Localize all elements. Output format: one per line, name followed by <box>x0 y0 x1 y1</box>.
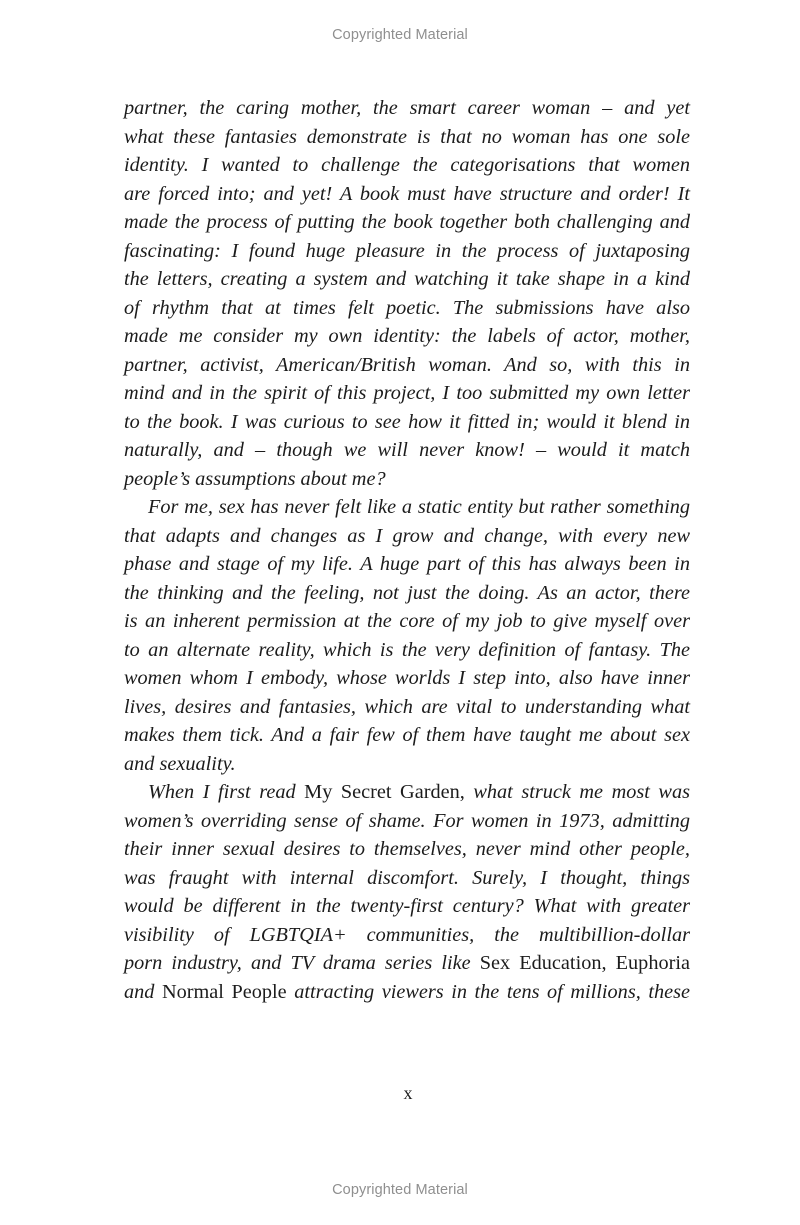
text-line: fascinating: I found huge pleasure in the process of juxtaposing <box>124 239 690 262</box>
text-line: partner, the caring mother, the smart career woman – and yet <box>124 97 690 119</box>
text-line: of rhythm that at times felt poetic. The submissions have also <box>124 296 690 319</box>
text-line: to the book. I was curious to see how it fitted in; would it blend in <box>124 410 690 433</box>
book-title: My Secret Garden, <box>304 781 465 803</box>
body-text <box>124 94 690 1006</box>
copyright-watermark-top: Copyrighted Material <box>332 27 468 43</box>
text-segment: attracting viewers in the tens of millions, these <box>294 980 690 1003</box>
text-line: visibility of LGBTQIA+ communities, the multibillion-dollar <box>124 923 690 946</box>
text-line: would be different in the twenty-first century? What with greater <box>124 895 690 917</box>
text-segment: When I first read <box>148 781 296 803</box>
text-line: that adapts and changes as I grow and change, with every new <box>124 524 690 547</box>
text-segment: what struck me most was <box>473 781 690 803</box>
text-line: to an alternate reality, which is the very definition of fantasy. The <box>124 638 690 661</box>
page-number: x <box>403 1083 413 1103</box>
text-line: what these fantasies demonstrate is that no woman has one sole <box>124 125 690 148</box>
text-segment: and <box>124 980 155 1003</box>
text-line <box>124 949 690 978</box>
text-line: naturally, and – though we will never know! – would it match <box>124 439 690 461</box>
text-line <box>124 978 690 1007</box>
show-titles: Sex Education, Euphoria <box>479 952 690 974</box>
copyright-watermark-bottom: Copyrighted Material <box>332 1182 468 1198</box>
text-line: made the process of putting the book together both challenging and <box>124 211 690 233</box>
text-line: and sexuality. <box>124 752 236 775</box>
text-line: women whom I embody, whose worlds I step into, also have inner <box>124 667 690 689</box>
text-line: the letters, creating a system and watching it take shape in a kind <box>124 268 690 290</box>
text-line: the thinking and the feeling, not just the doing. As an actor, there <box>124 581 690 604</box>
text-line <box>124 778 690 807</box>
text-line: partner, activist, American/British woman. And so, with this in <box>124 353 690 376</box>
text-line: identity. I wanted to challenge the categorisations that women <box>124 154 690 176</box>
text-segment: porn industry, and TV drama series like <box>124 952 471 974</box>
text-line: phase and stage of my life. A huge part of this has always been in <box>124 553 690 575</box>
text-line: is an inherent permission at the core of my job to give myself over <box>124 610 690 632</box>
text-line: people’s assumptions about me? <box>124 467 386 490</box>
text-line: made me consider my own identity: the labels of actor, mother, <box>124 325 690 347</box>
text-line: For me, sex has never felt like a static entity but rather something <box>148 496 690 518</box>
text-line: women’s overriding sense of shame. For women in 1973, admitting <box>124 809 690 832</box>
text-line: makes them tick. And a fair few of them have taught me about sex <box>124 724 690 746</box>
text-line: lives, desires and fantasies, which are vital to understanding what <box>124 695 690 718</box>
text-line: mind and in the spirit of this project, I too submitted my own letter <box>124 382 690 404</box>
text-line: was fraught with internal discomfort. Surely, I thought, things <box>124 866 690 889</box>
show-title: Normal People <box>161 980 287 1003</box>
text-line: are forced into; and yet! A book must have structure and order! It <box>124 182 690 205</box>
text-line: their inner sexual desires to themselves, never mind other people, <box>124 838 690 860</box>
